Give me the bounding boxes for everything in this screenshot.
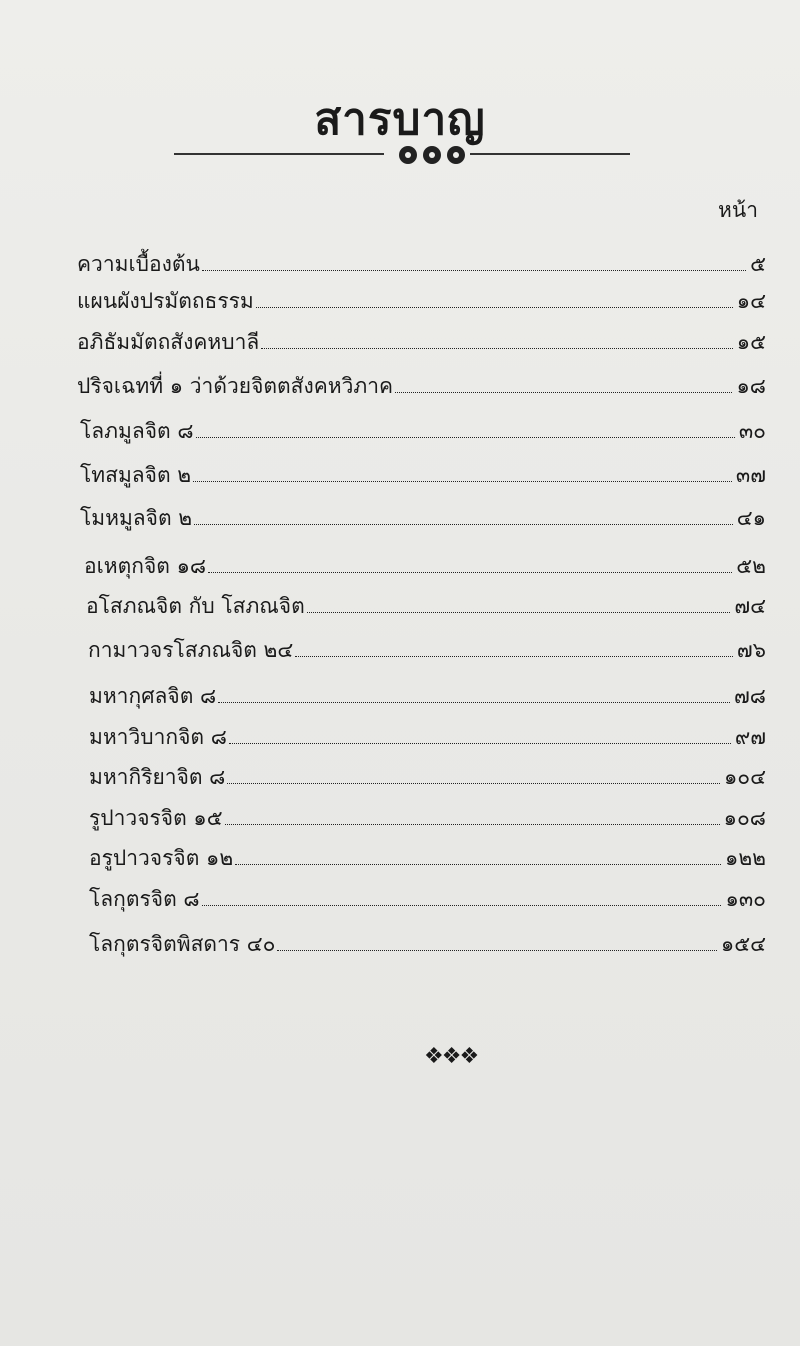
toc-entry-page: ๓๐	[738, 419, 766, 443]
toc-entry-label: โลกุตรจิตพิสดาร ๔๐	[89, 932, 276, 956]
toc-entry-label: แผนผังปรมัตถธรรม	[77, 289, 254, 313]
toc-entry-page: ๓๗	[735, 463, 766, 487]
toc-entry-label: อโสภณจิต กับ โสภณจิต	[86, 594, 305, 618]
toc-entry	[89, 845, 766, 871]
page-title: สารบาญ	[314, 94, 486, 145]
toc-entry	[80, 418, 766, 444]
bottom-ornament-icon: ❖❖❖	[424, 1044, 478, 1069]
dot-leader	[235, 864, 721, 865]
dot-leader	[256, 307, 733, 308]
toc-entry-label: กามาวจรโสภณจิต ๒๔	[88, 638, 294, 662]
toc-entry-page: ๑๘	[736, 374, 766, 398]
dot-leader	[227, 783, 720, 784]
dot-leader	[196, 437, 735, 438]
toc-entry	[89, 683, 766, 709]
dot-leader	[194, 524, 733, 525]
dot-leader	[208, 572, 732, 573]
page-column-header: หน้า	[718, 198, 758, 222]
toc-entry-label: อเหตุกจิต ๑๘	[84, 554, 207, 578]
dot-leader	[295, 656, 733, 657]
toc-entry	[86, 593, 766, 619]
dot-leader	[307, 612, 731, 613]
toc-entry-label: อรูปาวจรจิต ๑๒	[89, 846, 234, 870]
toc-entry-label: โลภมูลจิต ๘	[80, 419, 194, 443]
toc-entry-label: โมหมูลจิต ๒	[80, 506, 193, 530]
toc-entry	[77, 329, 766, 355]
toc-entry-page: ๔๑	[736, 506, 766, 530]
toc-entry-page: ๑๓๐	[725, 887, 766, 911]
toc-entry-label: ความเบื้องต้น	[77, 252, 200, 276]
toc-entry-label: มหากุศลจิต ๘	[89, 684, 217, 708]
dot-leader	[277, 950, 716, 951]
toc-entry-page: ๑๐๔	[723, 765, 766, 789]
dot-leader	[218, 702, 730, 703]
toc-entry-page: ๑๕	[736, 330, 766, 354]
dot-leader	[202, 270, 746, 271]
toc-entry-label: มหากิริยาจิต ๘	[89, 765, 226, 789]
toc-entry-page: ๑๕๔	[720, 932, 766, 956]
toc-entry	[89, 931, 766, 957]
toc-entry-page: ๗๖	[736, 638, 766, 662]
toc-entry-label: โทสมูลจิต ๒	[80, 463, 192, 487]
toc-entry-page: ๗๔	[734, 594, 766, 618]
toc-entry-page: ๗๘	[734, 684, 766, 708]
toc-entry-page: ๑๔	[736, 289, 766, 313]
toc-entry-label: อภิธัมมัตถสังคหบาลี	[77, 330, 260, 354]
toc-entry	[89, 764, 766, 790]
toc-entry-page: ๑๐๘	[723, 806, 766, 830]
toc-entry	[80, 505, 766, 531]
toc-entry	[89, 724, 766, 750]
toc-entry	[84, 553, 766, 579]
toc-entry-page: ๑๒๒	[724, 846, 766, 870]
toc-entry	[80, 462, 766, 488]
dot-leader	[202, 905, 722, 906]
toc-entry-label: รูปาวจรจิต ๑๕	[89, 806, 223, 830]
toc-entry	[77, 373, 766, 399]
toc-entry	[77, 288, 766, 314]
toc-entry	[89, 886, 766, 912]
toc-entry	[89, 805, 766, 831]
toc-entry-label: โลกุตรจิต ๘	[89, 887, 200, 911]
toc-entry-page: ๙๗	[734, 725, 766, 749]
toc-entry-label: มหาวิบากจิต ๘	[89, 725, 227, 749]
toc-entry-page: ๕๒	[736, 554, 766, 578]
toc-entry	[88, 637, 766, 663]
dot-leader	[395, 392, 732, 393]
dot-leader	[225, 824, 720, 825]
dot-leader	[193, 481, 732, 482]
toc-entry-label: ปริจเฉทที่ ๑ ว่าด้วยจิตตสังคหวิภาค	[77, 374, 394, 398]
dot-leader	[261, 348, 733, 349]
toc-entry	[77, 251, 766, 277]
dot-leader	[229, 743, 731, 744]
toc-entry-page: ๕	[750, 252, 766, 276]
